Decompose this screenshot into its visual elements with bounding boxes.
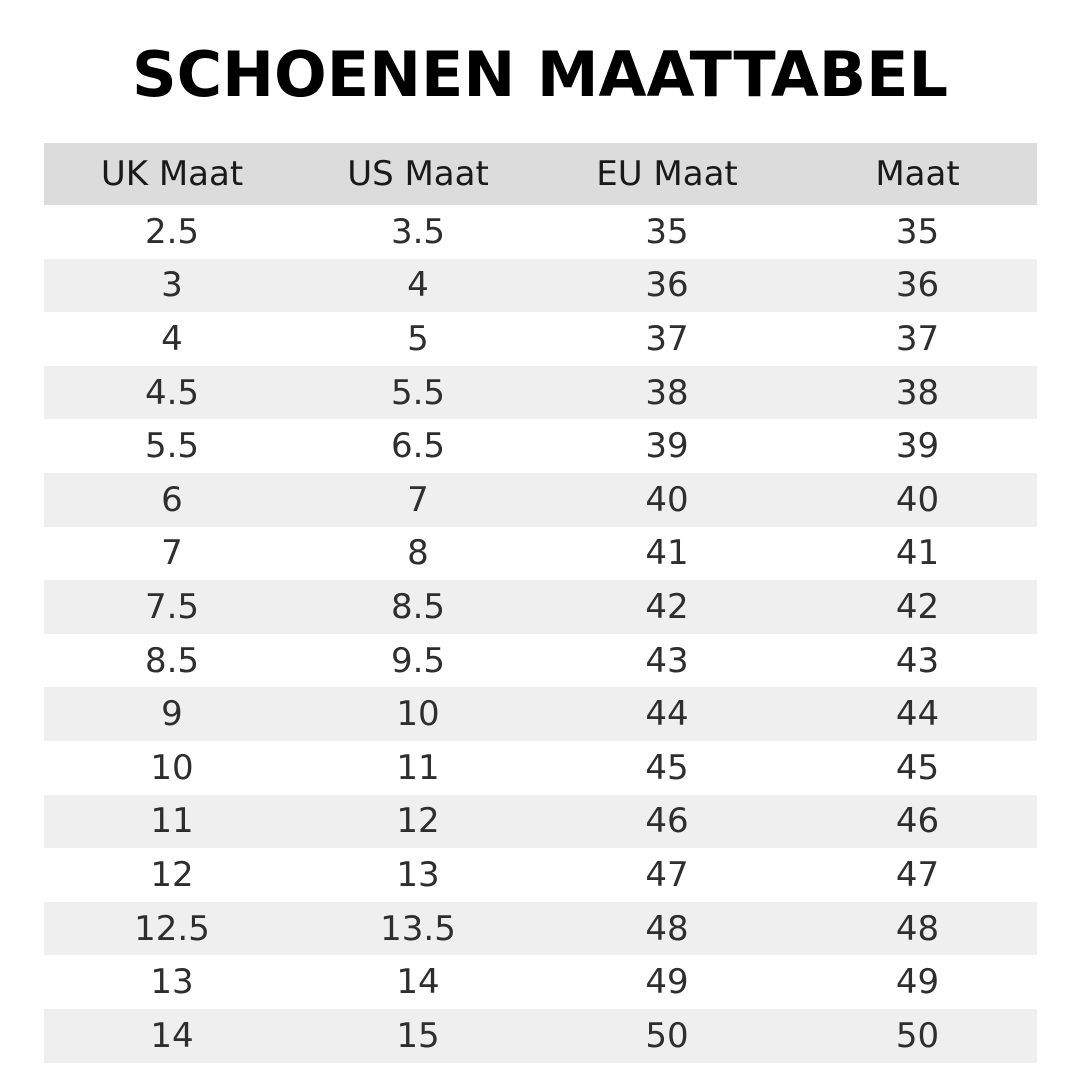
eu-size-cell: 40 [645, 479, 689, 520]
table-body [44, 205, 1037, 1063]
eu-size-cell: 50 [645, 1015, 689, 1056]
eu-size-cell: 48 [645, 908, 689, 949]
us-size-cell: 11 [396, 747, 440, 788]
us-size-cell: 7 [407, 479, 429, 520]
page-title: SCHOENEN MAATTABEL [132, 38, 948, 111]
table-row [44, 312, 1037, 366]
table-row [44, 848, 1037, 902]
eu-size-cell: 49 [645, 962, 689, 1003]
uk-size-cell: 2.5 [144, 211, 200, 252]
eu-size-cell: 39 [645, 426, 689, 467]
uk-size-cell: 7 [161, 533, 183, 574]
uk-size-cell: 13 [150, 962, 194, 1003]
us-size-cell: 8.5 [390, 586, 446, 627]
size-cell: 36 [895, 265, 940, 306]
us-size-cell: 5.5 [390, 372, 446, 413]
size-cell: 40 [895, 479, 940, 520]
table-row [44, 1009, 1037, 1063]
table-row [44, 473, 1037, 527]
table-row [44, 419, 1037, 473]
header-eu-size: EU Maat [596, 154, 738, 194]
table-row [44, 795, 1037, 849]
us-size-cell: 15 [396, 1015, 440, 1056]
uk-size-cell: 8.5 [144, 640, 200, 681]
uk-size-cell: 7.5 [144, 586, 200, 627]
header-size: Maat [875, 154, 960, 194]
eu-size-cell: 44 [645, 694, 689, 735]
us-size-cell: 4 [407, 265, 429, 306]
table-row [44, 259, 1037, 313]
table-row [44, 634, 1037, 688]
eu-size-cell: 35 [645, 211, 689, 252]
size-cell: 41 [895, 533, 940, 574]
us-size-cell: 6.5 [390, 426, 446, 467]
size-cell: 42 [895, 586, 940, 627]
table-row [44, 955, 1037, 1009]
eu-size-cell: 45 [645, 747, 689, 788]
size-cell: 35 [895, 211, 940, 252]
uk-size-cell: 14 [150, 1015, 194, 1056]
uk-size-cell: 4 [161, 318, 183, 359]
us-size-cell: 8 [407, 533, 429, 574]
size-cell: 39 [895, 426, 940, 467]
size-cell: 43 [895, 640, 940, 681]
uk-size-cell: 9 [161, 694, 183, 735]
us-size-cell: 12 [396, 801, 440, 842]
eu-size-cell: 47 [645, 854, 689, 895]
header-us-size: US Maat [347, 154, 489, 194]
header-uk-size: UK Maat [100, 154, 244, 194]
us-size-cell: 13 [396, 854, 440, 895]
uk-size-cell: 6 [161, 479, 183, 520]
eu-size-cell: 43 [645, 640, 689, 681]
us-size-cell: 10 [396, 694, 440, 735]
table-row [44, 580, 1037, 634]
uk-size-cell: 3 [161, 265, 183, 306]
us-size-cell: 13.5 [380, 908, 456, 949]
size-cell: 37 [895, 318, 940, 359]
uk-size-cell: 10 [150, 747, 194, 788]
uk-size-cell: 11 [150, 801, 194, 842]
eu-size-cell: 42 [645, 586, 689, 627]
table-header-row [44, 143, 1037, 205]
us-size-cell: 9.5 [390, 640, 446, 681]
table-row [44, 205, 1037, 259]
us-size-cell: 3.5 [390, 211, 446, 252]
us-size-cell: 14 [396, 962, 440, 1003]
size-cell: 46 [895, 801, 940, 842]
table-row [44, 687, 1037, 741]
eu-size-cell: 36 [645, 265, 689, 306]
size-cell: 44 [895, 694, 940, 735]
size-table [44, 143, 1037, 1063]
size-cell: 47 [895, 854, 940, 895]
table-row [44, 527, 1037, 581]
uk-size-cell: 12 [150, 854, 194, 895]
uk-size-cell: 12.5 [134, 908, 210, 949]
table-row [44, 741, 1037, 795]
us-size-cell: 5 [407, 318, 429, 359]
eu-size-cell: 37 [645, 318, 689, 359]
table-row [44, 902, 1037, 956]
size-cell: 38 [895, 372, 940, 413]
uk-size-cell: 4.5 [144, 372, 200, 413]
size-cell: 50 [895, 1015, 940, 1056]
eu-size-cell: 38 [645, 372, 689, 413]
size-cell: 49 [895, 962, 940, 1003]
size-cell: 45 [895, 747, 940, 788]
size-cell: 48 [895, 908, 940, 949]
eu-size-cell: 46 [645, 801, 689, 842]
uk-size-cell: 5.5 [144, 426, 200, 467]
table-row [44, 366, 1037, 420]
eu-size-cell: 41 [645, 533, 689, 574]
